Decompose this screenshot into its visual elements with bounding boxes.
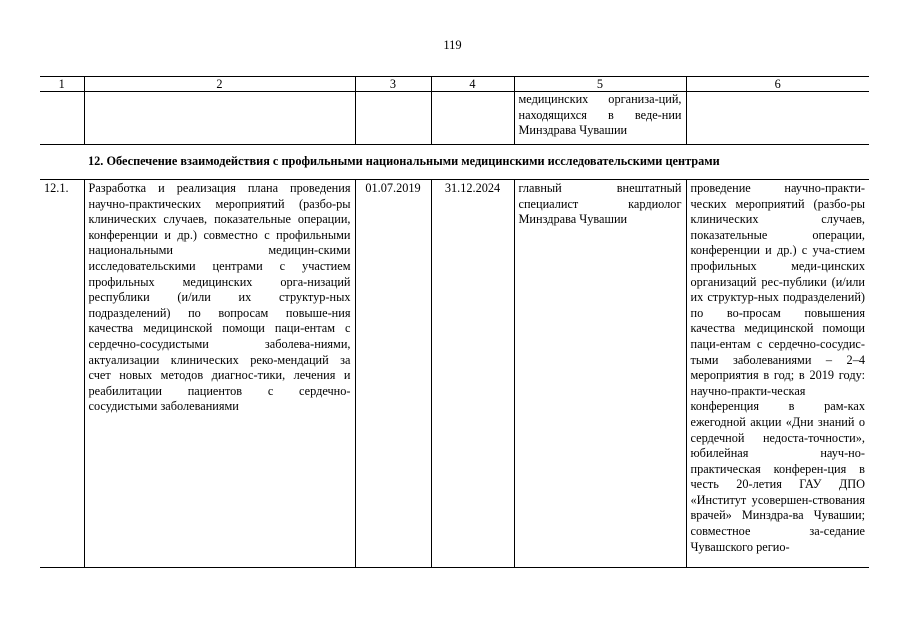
row-result: проведение научно-практи-ческих мероприятий (разбо-ры клинических случаев, показательные операции, конференции и др.) с уча-стием профильных меди-цинских организаций рес-публики (и/или их структур-ных подразделений) по во-просам повышения качества медицинской помощи паци-ентам с сердечно-сосудис-тыми заболеваниями – 2–4 мероприятия в год; в 2019 году: научно-практи-ческая конференция в рам-ках ежегодной акции «Дни знаний о сердечной недоста-точности», юбилейная науч-но-практическая конферен-ция в честь 20-летия ГАУ ДПО «Институт усовершен-ствования врачей» Минздра-ва Чувашии; совместное за-седание Чувашского регио- [686, 180, 869, 568]
row-end-date: 31.12.2024 [431, 180, 514, 568]
page-number: 119 [443, 38, 462, 52]
continued-cell-executors: медицинских организа-ций, находящихся в веде-нии Минздрава Чувашии [514, 92, 686, 145]
section-row [40, 145, 869, 180]
column-header-4: 4 [431, 77, 514, 92]
continued-row [40, 92, 869, 145]
column-header-2: 2 [84, 77, 355, 92]
column-header-6: 6 [686, 77, 869, 92]
table-row [40, 180, 869, 568]
column-header-1: 1 [40, 77, 84, 92]
column-header-5: 5 [514, 77, 686, 92]
row-number: 12.1. [40, 180, 84, 568]
document-table [40, 76, 869, 568]
column-number-row [40, 77, 869, 92]
column-header-3: 3 [355, 77, 431, 92]
section-title: 12. Обеспечение взаимодействия с профильными национальными медицинскими исследовательскими центрами [40, 145, 869, 180]
row-start-date: 01.07.2019 [355, 180, 431, 568]
row-description: Разработка и реализация плана проведения научно-практических мероприятий (разбо-ры клинических случаев, показательные операции, конференции и др.) совместно с профильными национальными медицин-скими исследовательскими центрами с участием профильных медицинских орга-низаций республики (и/или их структур-ных подразделений) по вопросам повыше-ния качества медицинской помощи паци-ентам с сердечно-сосудистыми заболева-ниями, актуализации клинических реко-мендаций за счет новых методов диагнос-тики, лечения и реабилитации пациентов с сердечно-сосудистыми заболеваниями [84, 180, 355, 568]
row-responsible: главный внештатный специалист кардиолог Минздрава Чувашии [514, 180, 686, 568]
